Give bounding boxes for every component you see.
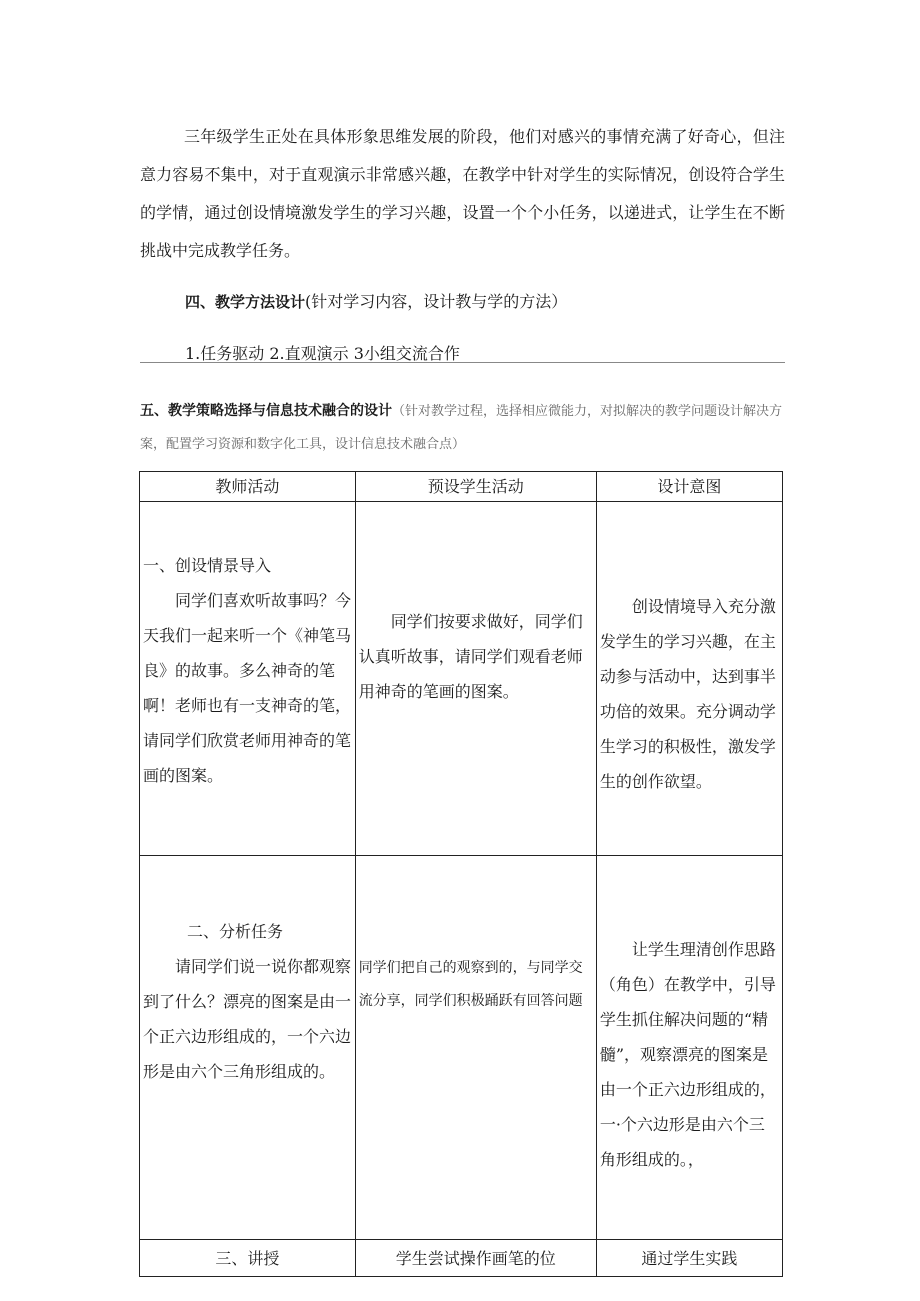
row2-intent-cell: [596, 856, 782, 1240]
section5-note: （针对教学过程，选择相应微能力，对拟解决的教学问题设计解决方案，配置学习资源和数字化工具，设计信息技术融合点）: [140, 404, 783, 452]
section5-heading: 五、教学策略选择与信息技术融合的设计: [140, 403, 392, 419]
row1-intent-cell: [596, 502, 782, 856]
row1-teacher-title: 一、创设情景导入: [143, 556, 272, 575]
teaching-process-table: [139, 471, 783, 1277]
section4-heading: 四、教学方法设计: [185, 293, 306, 311]
row3-teacher-title: 三、讲授: [215, 1248, 280, 1268]
row2-teacher-cell: [140, 856, 356, 1240]
row3-intent-cell: [596, 1240, 782, 1277]
section4-methods: 1.任务驱动 2.直观演示 3小组交流合作: [185, 344, 460, 363]
table-row: [140, 502, 783, 856]
header-student-activity: 预设学生活动: [355, 472, 596, 502]
header-design-intent: 设计意图: [596, 472, 782, 502]
row3-teacher-cell: [140, 1240, 356, 1277]
row1-teacher-cell: [140, 502, 356, 856]
row2-teacher-title: 二、分析任务: [187, 922, 284, 941]
row1-intent-text: 创设情境导入充分激发学生的学习兴趣，在主动参与活动中，达到事半功倍的效果。充分调动学生学习的积极性，激发学生的创作欲望。: [599, 597, 776, 791]
row3-student-text: 学生尝试操作画笔的位: [395, 1248, 556, 1268]
row1-teacher-text: 同学们喜欢听故事吗？今天我们一起来听一个《神笔马良》的故事。多么神奇的笔啊！老师也有一支神奇的笔，请同学们欣赏老师用神奇的笔画的图案。: [143, 591, 352, 785]
row1-student-cell: [355, 502, 596, 856]
row1-student-text: 同学们按要求做好，同学们认真听故事，请同学们观看老师用神奇的笔画的图案。: [358, 612, 583, 701]
header-teacher-activity: 教师活动: [140, 472, 356, 502]
row3-intent-text: 通过学生实践: [641, 1248, 738, 1268]
row3-student-cell: [355, 1240, 596, 1277]
table-row: [140, 856, 783, 1240]
section4-heading-line: [185, 283, 785, 321]
section5-heading-block: [140, 395, 785, 461]
row2-student-text: 同学们把自己的观察到的，与同学交流分享，同学们积极踊跃有回答问题: [358, 960, 583, 1009]
row2-student-cell: [355, 856, 596, 1240]
intro-paragraph: 三年级学生正处在具体形象思维发展的阶段，他们对感兴的事情充满了好奇心，但注意力容易不集中，对于直观演示非常感兴趣，在教学中针对学生的实际情况，创设符合学生的学情，通过创设情境激发学生的学习兴趣，设置一个个小任务，以递进式，让学生在不断挑战中完成教学任务。: [140, 127, 785, 260]
section4-note: (针对学习内容，设计教与学的方法）: [305, 292, 568, 311]
divider-line: [140, 362, 785, 363]
row2-teacher-text: 请同学们说一说你都观察到了什么？漂亮的图案是由一个正六边形组成的，一个六边形是由六个三角形组成的。: [143, 957, 352, 1081]
table-row: [140, 1240, 783, 1277]
row2-intent-text: 让学生理清创作思路（角色）在教学中，引导学生抓住解决问题的“精髓”，观察漂亮的图案是由一个正六边形组成的，一·个六边形是由六个三角形组成的。，: [599, 940, 776, 1169]
table-header-row: [140, 472, 783, 502]
